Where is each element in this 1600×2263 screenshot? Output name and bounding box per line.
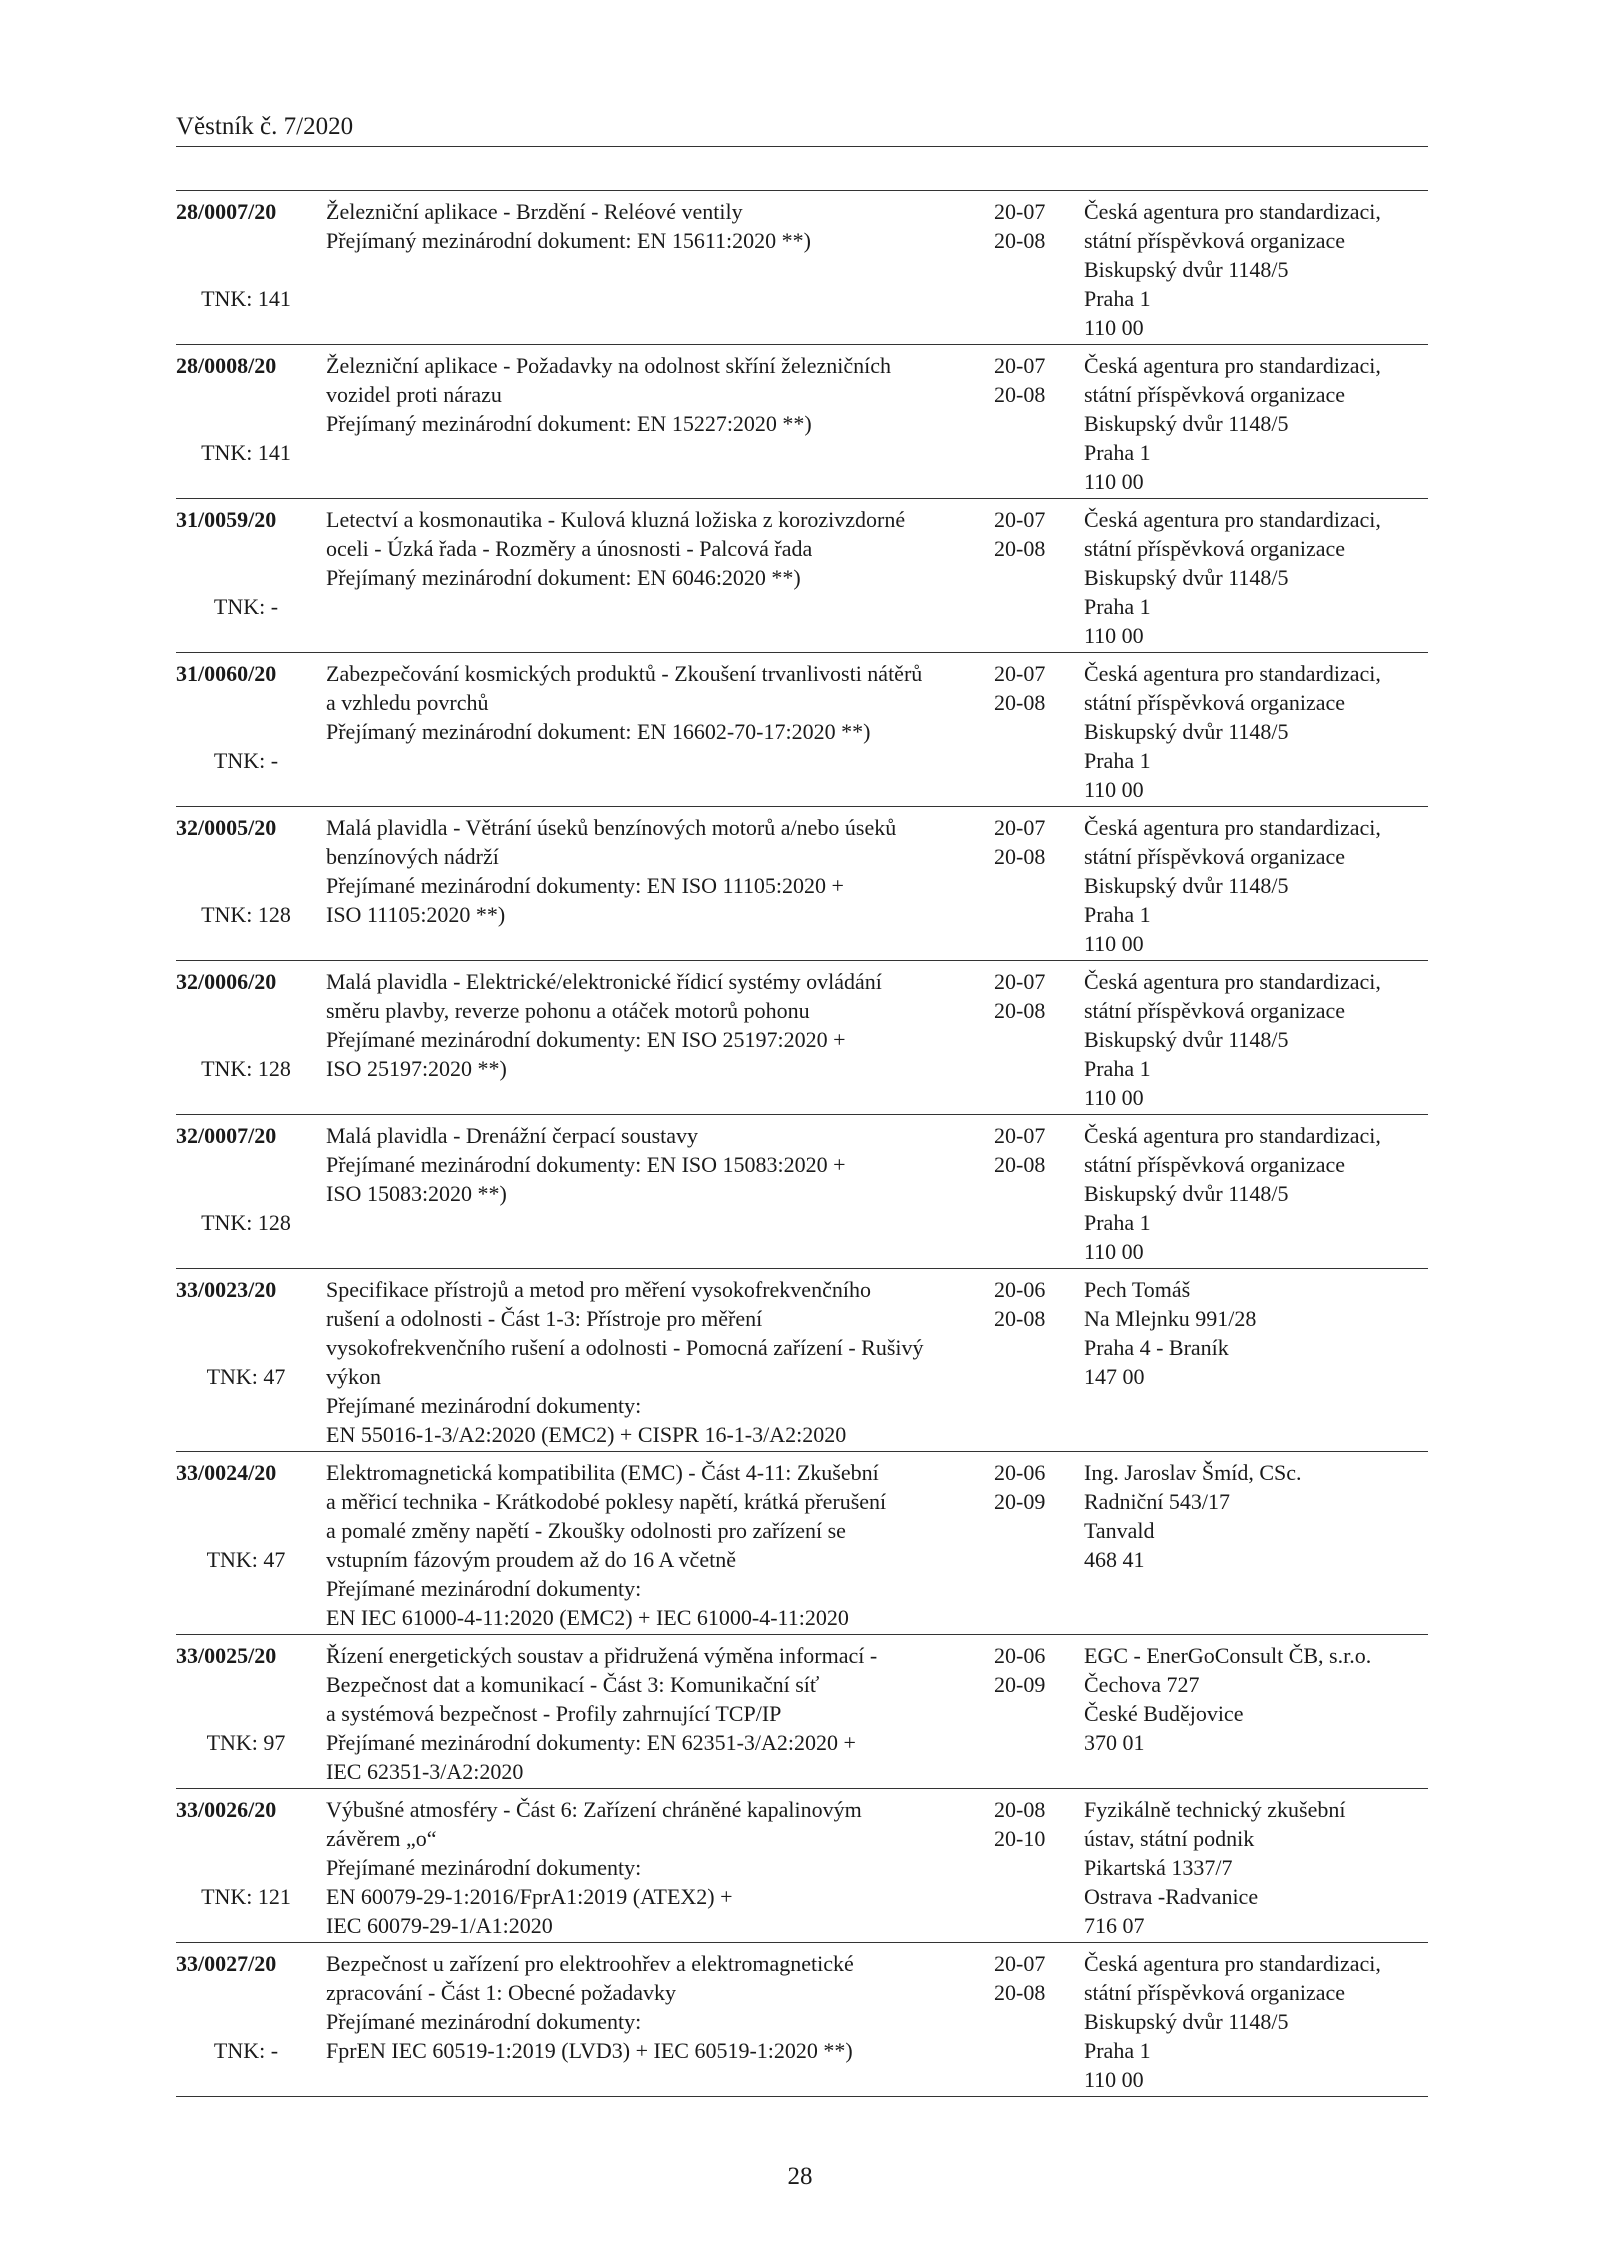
entry-title-line: Přejímané mezinárodní dokumenty: EN 62351-3/A2:2020 + bbox=[326, 1730, 856, 1755]
entry-id: 32/0006/20 bbox=[176, 969, 277, 994]
tnk-label: TNK: 47 bbox=[206, 1547, 286, 1572]
entry-title-line: IEC 60079-29-1/A1:2020 bbox=[326, 1913, 553, 1938]
entry-title-line: Bezpečnost u zařízení pro elektroohřev a elektromagnetické bbox=[326, 1951, 854, 1976]
entry-title-line: Malá plavidla - Drenážní čerpací soustavy bbox=[326, 1123, 699, 1148]
tnk-label: TNK: - bbox=[213, 2038, 279, 2063]
entry-dates-cell bbox=[994, 1789, 1084, 1943]
tnk-spacer bbox=[176, 1670, 326, 1728]
entry-title-line: Přejímané mezinárodní dokumenty: EN ISO 11105:2020 + bbox=[326, 873, 844, 898]
entry-id: 28/0007/20 bbox=[176, 199, 277, 224]
entry-id-cell bbox=[176, 807, 326, 961]
table-row bbox=[176, 1452, 1428, 1635]
entry-date: 20-08 bbox=[994, 998, 1046, 1023]
entry-address-line: Pikartská 1337/7 bbox=[1084, 1855, 1233, 1880]
entry-title-line: a pomalé změny napětí - Zkoušky odolnosti pro zařízení se bbox=[326, 1518, 846, 1543]
notification-table bbox=[176, 190, 1428, 2097]
entry-id-cell bbox=[176, 1269, 326, 1452]
entry-address-line: 370 01 bbox=[1084, 1730, 1145, 1755]
entry-address-line: Praha 4 - Braník bbox=[1084, 1335, 1229, 1360]
tnk-label: TNK: 97 bbox=[206, 1730, 286, 1755]
tnk-spacer bbox=[176, 688, 326, 746]
entry-address-line: státní příspěvková organizace bbox=[1084, 382, 1346, 407]
entry-title-cell bbox=[326, 1115, 994, 1269]
entry-address-line: státní příspěvková organizace bbox=[1084, 536, 1346, 561]
entry-title-line: Řízení energetických soustav a přidružená výměna informací - bbox=[326, 1643, 878, 1668]
entry-title-cell bbox=[326, 1789, 994, 1943]
entry-dates-cell bbox=[994, 1635, 1084, 1789]
entry-date: 20-08 bbox=[994, 1980, 1046, 2005]
table-row bbox=[176, 807, 1428, 961]
entry-title-cell bbox=[326, 191, 994, 345]
entry-id-cell bbox=[176, 1789, 326, 1943]
tnk-label: TNK: 128 bbox=[201, 1056, 291, 1081]
table-row bbox=[176, 345, 1428, 499]
entry-address-line: 110 00 bbox=[1084, 777, 1144, 802]
entry-address-line: Česká agentura pro standardizaci, bbox=[1084, 1123, 1381, 1148]
tnk-label: TNK: 128 bbox=[201, 902, 291, 927]
entry-address-line: státní příspěvková organizace bbox=[1084, 844, 1346, 869]
entry-dates-cell bbox=[994, 653, 1084, 807]
entry-title-cell bbox=[326, 1269, 994, 1452]
entry-address-line: Biskupský dvůr 1148/5 bbox=[1084, 1181, 1289, 1206]
entry-date: 20-07 bbox=[994, 1951, 1046, 1976]
entry-title-line: Přejímané mezinárodní dokumenty: bbox=[326, 1855, 642, 1880]
entry-title-line: směru plavby, reverze pohonu a otáček motorů pohonu bbox=[326, 998, 810, 1023]
entry-title-cell bbox=[326, 1943, 994, 2097]
tnk-spacer bbox=[176, 534, 326, 592]
entry-address-line: Biskupský dvůr 1148/5 bbox=[1084, 719, 1289, 744]
entry-title-line: Železniční aplikace - Požadavky na odolnost skříní železničních bbox=[326, 353, 892, 378]
entry-date: 20-07 bbox=[994, 815, 1046, 840]
entry-id-cell bbox=[176, 1115, 326, 1269]
table-row bbox=[176, 1943, 1428, 2097]
entry-address-line: České Budějovice bbox=[1084, 1701, 1244, 1726]
entry-address-cell bbox=[1084, 1789, 1428, 1943]
entry-title-line: ISO 15083:2020 **) bbox=[326, 1181, 507, 1206]
entry-date: 20-07 bbox=[994, 661, 1046, 686]
table-row bbox=[176, 653, 1428, 807]
entry-title-line: vozidel proti nárazu bbox=[326, 382, 502, 407]
entry-id-cell bbox=[176, 345, 326, 499]
entry-address-line: Praha 1 bbox=[1084, 594, 1151, 619]
entry-title-line: rušení a odolnosti - Část 1-3: Přístroje pro měření bbox=[326, 1306, 763, 1331]
entry-address-line: Pech Tomáš bbox=[1084, 1277, 1191, 1302]
tnk-label: TNK: 141 bbox=[201, 286, 291, 311]
entry-title-line: Přejímaný mezinárodní dokument: EN 6046:2020 **) bbox=[326, 565, 801, 590]
entry-dates-cell bbox=[994, 499, 1084, 653]
entry-address-cell bbox=[1084, 345, 1428, 499]
entry-title-line: Přejímané mezinárodní dokumenty: EN ISO 15083:2020 + bbox=[326, 1152, 846, 1177]
entry-dates-cell bbox=[994, 345, 1084, 499]
entry-address-line: Česká agentura pro standardizaci, bbox=[1084, 969, 1381, 994]
entry-address-line: ústav, státní podnik bbox=[1084, 1826, 1255, 1851]
entry-address-line: 110 00 bbox=[1084, 931, 1144, 956]
entry-title-cell bbox=[326, 345, 994, 499]
entry-date: 20-09 bbox=[994, 1489, 1046, 1514]
entry-address-cell bbox=[1084, 807, 1428, 961]
entry-address-line: Praha 1 bbox=[1084, 748, 1151, 773]
entry-dates-cell bbox=[994, 1943, 1084, 2097]
entry-address-cell bbox=[1084, 499, 1428, 653]
entry-id-cell bbox=[176, 961, 326, 1115]
header-rule bbox=[176, 146, 1428, 147]
entry-id-cell bbox=[176, 653, 326, 807]
entry-address-line: 147 00 bbox=[1084, 1364, 1145, 1389]
entry-address-line: Biskupský dvůr 1148/5 bbox=[1084, 1027, 1289, 1052]
entry-address-line: 716 07 bbox=[1084, 1913, 1145, 1938]
entry-title-line: EN IEC 61000-4-11:2020 (EMC2) + IEC 61000-4-11:2020 bbox=[326, 1605, 849, 1630]
entry-address-line: Biskupský dvůr 1148/5 bbox=[1084, 411, 1289, 436]
entry-title-cell bbox=[326, 1452, 994, 1635]
entry-address-cell bbox=[1084, 191, 1428, 345]
entry-title-line: Bezpečnost dat a komunikací - Část 3: Komunikační síť bbox=[326, 1672, 820, 1697]
entry-date: 20-09 bbox=[994, 1672, 1046, 1697]
entry-address-line: Čechova 727 bbox=[1084, 1672, 1200, 1697]
entry-title-line: a systémová bezpečnost - Profily zahrnující TCP/IP bbox=[326, 1701, 782, 1726]
entry-date: 20-08 bbox=[994, 1797, 1046, 1822]
entry-date: 20-08 bbox=[994, 228, 1046, 253]
entry-date: 20-07 bbox=[994, 353, 1046, 378]
entry-address-line: Radniční 543/17 bbox=[1084, 1489, 1231, 1514]
entry-title-cell bbox=[326, 961, 994, 1115]
entry-address-cell bbox=[1084, 1115, 1428, 1269]
table-row bbox=[176, 961, 1428, 1115]
entry-address-line: Biskupský dvůr 1148/5 bbox=[1084, 873, 1289, 898]
entry-title-line: Letectví a kosmonautika - Kulová kluzná ložiska z korozivzdorné bbox=[326, 507, 906, 532]
entry-id-cell bbox=[176, 1635, 326, 1789]
entry-title-line: zpracování - Část 1: Obecné požadavky bbox=[326, 1980, 677, 2005]
entry-title-line: vstupním fázovým proudem až do 16 A včetně bbox=[326, 1547, 736, 1572]
entry-address-line: 468 41 bbox=[1084, 1547, 1145, 1572]
entry-address-line: Ostrava -Radvanice bbox=[1084, 1884, 1259, 1909]
entry-address-cell bbox=[1084, 1943, 1428, 2097]
tnk-label: TNK: 121 bbox=[201, 1884, 291, 1909]
entry-address-line: Tanvald bbox=[1084, 1518, 1155, 1543]
entry-address-line: Biskupský dvůr 1148/5 bbox=[1084, 565, 1289, 590]
entry-dates-cell bbox=[994, 1269, 1084, 1452]
tnk-spacer bbox=[176, 380, 326, 438]
entry-id: 33/0027/20 bbox=[176, 1951, 277, 1976]
entry-dates-cell bbox=[994, 807, 1084, 961]
table-row bbox=[176, 1789, 1428, 1943]
entry-address-line: Ing. Jaroslav Šmíd, CSc. bbox=[1084, 1460, 1302, 1485]
table-row bbox=[176, 1115, 1428, 1269]
entry-date: 20-06 bbox=[994, 1643, 1046, 1668]
entry-title-line: EN 55016-1-3/A2:2020 (EMC2) + CISPR 16-1-3/A2:2020 bbox=[326, 1422, 847, 1447]
entry-id: 31/0059/20 bbox=[176, 507, 277, 532]
entry-id: 33/0026/20 bbox=[176, 1797, 277, 1822]
entry-address-line: Česká agentura pro standardizaci, bbox=[1084, 353, 1381, 378]
entry-title-line: závěrem „o“ bbox=[326, 1826, 437, 1851]
tnk-spacer bbox=[176, 1304, 326, 1362]
tnk-label: TNK: 47 bbox=[206, 1364, 286, 1389]
entry-id: 31/0060/20 bbox=[176, 661, 277, 686]
entry-title-cell bbox=[326, 653, 994, 807]
entry-title-cell bbox=[326, 807, 994, 961]
entry-date: 20-08 bbox=[994, 690, 1046, 715]
entry-title-line: EN 60079-29-1:2016/FprA1:2019 (ATEX2) + bbox=[326, 1884, 733, 1909]
entry-address-line: státní příspěvková organizace bbox=[1084, 1980, 1346, 2005]
entry-address-line: Česká agentura pro standardizaci, bbox=[1084, 815, 1381, 840]
tnk-spacer bbox=[176, 842, 326, 900]
table-row bbox=[176, 1269, 1428, 1452]
entry-address-line: státní příspěvková organizace bbox=[1084, 1152, 1346, 1177]
entry-address-line: Praha 1 bbox=[1084, 2038, 1151, 2063]
entry-address-line: Česká agentura pro standardizaci, bbox=[1084, 661, 1381, 686]
table-row bbox=[176, 191, 1428, 345]
entry-address-line: Biskupský dvůr 1148/5 bbox=[1084, 257, 1289, 282]
entry-title-line: Specifikace přístrojů a metod pro měření vysokofrekvenčního bbox=[326, 1277, 871, 1302]
entry-date: 20-08 bbox=[994, 1306, 1046, 1331]
entry-id: 33/0025/20 bbox=[176, 1643, 277, 1668]
entry-title-line: ISO 11105:2020 **) bbox=[326, 902, 506, 927]
entry-title-line: Přejímané mezinárodní dokumenty: bbox=[326, 1393, 642, 1418]
entry-title-line: IEC 62351-3/A2:2020 bbox=[326, 1759, 524, 1784]
notification-table-body bbox=[176, 191, 1428, 2097]
entry-address-cell bbox=[1084, 1269, 1428, 1452]
entry-id: 28/0008/20 bbox=[176, 353, 277, 378]
entry-id-cell bbox=[176, 1452, 326, 1635]
entry-address-line: Česká agentura pro standardizaci, bbox=[1084, 199, 1381, 224]
entry-date: 20-10 bbox=[994, 1826, 1046, 1851]
entry-title-line: Přejímaný mezinárodní dokument: EN 15227:2020 **) bbox=[326, 411, 812, 436]
entry-address-line: Na Mlejnku 991/28 bbox=[1084, 1306, 1257, 1331]
tnk-label: TNK: - bbox=[213, 594, 279, 619]
entry-title-line: a vzhledu povrchů bbox=[326, 690, 489, 715]
tnk-spacer bbox=[176, 996, 326, 1054]
entry-address-line: státní příspěvková organizace bbox=[1084, 998, 1346, 1023]
entry-address-line: Praha 1 bbox=[1084, 286, 1151, 311]
entry-title-line: Železniční aplikace - Brzdění - Reléové ventily bbox=[326, 199, 743, 224]
entry-title-line: FprEN IEC 60519-1:2019 (LVD3) + IEC 60519-1:2020 **) bbox=[326, 2038, 853, 2063]
tnk-label: TNK: - bbox=[213, 748, 279, 773]
entry-title-line: a měřicí technika - Krátkodobé poklesy napětí, krátká přerušení bbox=[326, 1489, 887, 1514]
page-number: 28 bbox=[787, 2163, 813, 2190]
entry-date: 20-08 bbox=[994, 1152, 1046, 1177]
entry-address-line: 110 00 bbox=[1084, 2067, 1144, 2092]
tnk-spacer bbox=[176, 1824, 326, 1882]
entry-address-line: 110 00 bbox=[1084, 1085, 1144, 1110]
entry-title-line: vysokofrekvenčního rušení a odolnosti - Pomocná zařízení - Rušivý bbox=[326, 1335, 924, 1360]
entry-date: 20-07 bbox=[994, 507, 1046, 532]
entry-title-line: Přejímané mezinárodní dokumenty: EN ISO 25197:2020 + bbox=[326, 1027, 846, 1052]
entry-title-line: Zabezpečování kosmických produktů - Zkoušení trvanlivosti nátěrů bbox=[326, 661, 923, 686]
entry-address-cell bbox=[1084, 961, 1428, 1115]
entry-date: 20-08 bbox=[994, 844, 1046, 869]
entry-date: 20-06 bbox=[994, 1277, 1046, 1302]
entry-address-cell bbox=[1084, 1635, 1428, 1789]
entry-id: 32/0005/20 bbox=[176, 815, 277, 840]
entry-date: 20-07 bbox=[994, 969, 1046, 994]
entry-id: 32/0007/20 bbox=[176, 1123, 277, 1148]
entry-date: 20-07 bbox=[994, 1123, 1046, 1148]
entry-title-line: oceli - Úzká řada - Rozměry a únosnosti - Palcová řada bbox=[326, 536, 813, 561]
entry-title-cell bbox=[326, 1635, 994, 1789]
entry-address-line: Biskupský dvůr 1148/5 bbox=[1084, 2009, 1289, 2034]
page-header: Věstník č. 7/2020 bbox=[176, 113, 354, 140]
entry-address-line: Praha 1 bbox=[1084, 902, 1151, 927]
entry-dates-cell bbox=[994, 961, 1084, 1115]
tnk-spacer bbox=[176, 1487, 326, 1545]
table-row bbox=[176, 1635, 1428, 1789]
entry-title-line: benzínových nádrží bbox=[326, 844, 499, 869]
entry-title-line: výkon bbox=[326, 1364, 381, 1389]
entry-id-cell bbox=[176, 191, 326, 345]
entry-dates-cell bbox=[994, 191, 1084, 345]
entry-title-line: Přejímaný mezinárodní dokument: EN 15611:2020 **) bbox=[326, 228, 811, 253]
entry-title-line: Elektromagnetická kompatibilita (EMC) - Část 4-11: Zkušební bbox=[326, 1460, 879, 1485]
tnk-label: TNK: 141 bbox=[201, 440, 291, 465]
entry-id-cell bbox=[176, 499, 326, 653]
entry-address-line: 110 00 bbox=[1084, 469, 1144, 494]
entry-address-line: 110 00 bbox=[1084, 623, 1144, 648]
entry-date: 20-08 bbox=[994, 536, 1046, 561]
tnk-spacer bbox=[176, 1978, 326, 2036]
entry-address-line: Česká agentura pro standardizaci, bbox=[1084, 1951, 1381, 1976]
entry-id-cell bbox=[176, 1943, 326, 2097]
entry-id: 33/0023/20 bbox=[176, 1277, 277, 1302]
entry-dates-cell bbox=[994, 1452, 1084, 1635]
entry-address-line: Česká agentura pro standardizaci, bbox=[1084, 507, 1381, 532]
entry-title-line: Malá plavidla - Větrání úseků benzínových motorů a/nebo úseků bbox=[326, 815, 897, 840]
table-row bbox=[176, 499, 1428, 653]
entry-address-line: Praha 1 bbox=[1084, 1210, 1151, 1235]
entry-address-line: EGC - EnerGoConsult ČB, s.r.o. bbox=[1084, 1643, 1372, 1668]
entry-address-line: 110 00 bbox=[1084, 1239, 1144, 1264]
entry-date: 20-08 bbox=[994, 382, 1046, 407]
entry-address-line: Praha 1 bbox=[1084, 440, 1151, 465]
entry-address-line: státní příspěvková organizace bbox=[1084, 228, 1346, 253]
entry-address-line: 110 00 bbox=[1084, 315, 1144, 340]
entry-dates-cell bbox=[994, 1115, 1084, 1269]
tnk-spacer bbox=[176, 226, 326, 284]
entry-title-line: Přejímaný mezinárodní dokument: EN 16602-70-17:2020 **) bbox=[326, 719, 871, 744]
entry-title-line: Přejímané mezinárodní dokumenty: bbox=[326, 2009, 642, 2034]
entry-title-line: ISO 25197:2020 **) bbox=[326, 1056, 507, 1081]
entry-title-cell bbox=[326, 499, 994, 653]
entry-address-line: Praha 1 bbox=[1084, 1056, 1151, 1081]
entry-title-line: Výbušné atmosféry - Část 6: Zařízení chráněné kapalinovým bbox=[326, 1797, 862, 1822]
entry-address-cell bbox=[1084, 653, 1428, 807]
entry-id: 33/0024/20 bbox=[176, 1460, 277, 1485]
entry-address-cell bbox=[1084, 1452, 1428, 1635]
tnk-spacer bbox=[176, 1150, 326, 1208]
entry-title-line: Malá plavidla - Elektrické/elektronické řídicí systémy ovládání bbox=[326, 969, 882, 994]
entry-title-line: Přejímané mezinárodní dokumenty: bbox=[326, 1576, 642, 1601]
entry-address-line: státní příspěvková organizace bbox=[1084, 690, 1346, 715]
entry-date: 20-06 bbox=[994, 1460, 1046, 1485]
entry-date: 20-07 bbox=[994, 199, 1046, 224]
entry-address-line: Fyzikálně technický zkušební bbox=[1084, 1797, 1346, 1822]
tnk-label: TNK: 128 bbox=[201, 1210, 291, 1235]
